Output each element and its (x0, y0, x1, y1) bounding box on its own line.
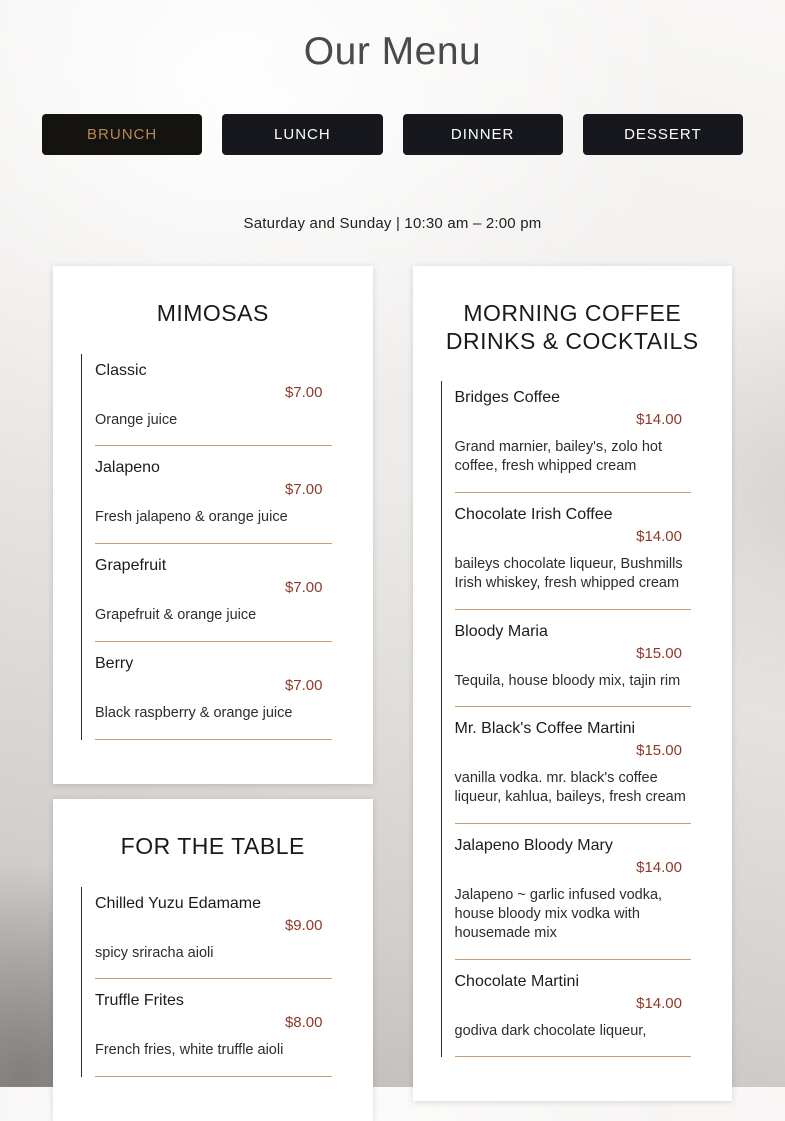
item-name: Bloody Maria (454, 622, 548, 640)
menu-item (455, 493, 692, 610)
item-name: Mr. Black's Coffee Martini (454, 720, 636, 738)
item-description: vanilla vodka. mr. black's coffee liqueur, kahlua, baileys, fresh cream (454, 770, 686, 806)
item-price: $9.00 (284, 916, 323, 934)
menu-columns (0, 266, 785, 1121)
menu-item (455, 381, 692, 493)
item-name: Truffle Frites (95, 992, 184, 1010)
menu-section-title: MIMOSAS (156, 300, 269, 326)
menu-item (95, 979, 332, 1077)
menu-card (53, 266, 373, 784)
item-name: Chilled Yuzu Edamame (95, 894, 262, 912)
item-price: $7.00 (284, 677, 323, 695)
menu-column (413, 266, 733, 1101)
menu-item-list (81, 887, 332, 1078)
item-description: Tequila, house bloody mix, tajin rim (454, 672, 681, 689)
menu-item-list (81, 354, 332, 740)
item-description: Fresh jalapeno & orange juice (95, 509, 288, 526)
item-price: $7.00 (284, 383, 323, 401)
item-price: $15.00 (636, 644, 682, 662)
menu-item (455, 960, 692, 1058)
menu-item (95, 887, 332, 980)
menu-tabs (0, 114, 785, 155)
item-description: Jalapeno ~ garlic infused vodka, house bloody mix vodka with housemade mix (454, 887, 663, 941)
item-description: Black raspberry & orange juice (95, 705, 293, 722)
item-name: Berry (95, 655, 134, 673)
tab-dessert[interactable]: DESSERT (583, 114, 743, 155)
item-price: $8.00 (284, 1014, 323, 1032)
tab-brunch[interactable]: BRUNCH (42, 114, 202, 155)
menu-item (455, 824, 692, 960)
item-description: French fries, white truffle aioli (95, 1042, 284, 1059)
item-description: godiva dark chocolate liqueur, (454, 1022, 647, 1039)
page-title: Our Menu (303, 30, 482, 73)
item-name: Chocolate Martini (454, 972, 579, 990)
item-price: $7.00 (284, 481, 323, 499)
item-price: $14.00 (636, 994, 682, 1012)
menu-item (95, 354, 332, 447)
menu-item (95, 446, 332, 544)
menu-card (413, 266, 733, 1101)
item-description: baileys chocolate liqueur, Bushmills Irish whiskey, fresh whipped cream (454, 555, 683, 591)
menu-item (455, 610, 692, 708)
item-name: Classic (95, 361, 147, 379)
menu-item (95, 642, 332, 740)
item-name: Grapefruit (95, 557, 167, 575)
menu-item-list (441, 381, 692, 1057)
menu-section-title: MORNING COFFEE DRINKS & COCKTAILS (445, 300, 699, 354)
item-description: Grand marnier, bailey's, zolo hot coffee, fresh whipped cream (454, 439, 662, 475)
menu-item (455, 707, 692, 824)
item-name: Jalapeno (95, 459, 160, 477)
item-price: $15.00 (636, 742, 682, 760)
item-price: $7.00 (284, 579, 323, 597)
schedule-text: Saturday and Sunday | 10:30 am – 2:00 pm (243, 215, 542, 232)
item-description: spicy sriracha aioli (95, 944, 214, 961)
menu-column (53, 266, 373, 1121)
menu-section-title: FOR THE TABLE (120, 832, 305, 859)
item-name: Chocolate Irish Coffee (454, 505, 613, 523)
item-name: Jalapeno Bloody Mary (454, 837, 613, 855)
item-price: $14.00 (636, 527, 682, 545)
menu-card (53, 799, 373, 1121)
menu-item (95, 544, 332, 642)
item-description: Orange juice (95, 411, 178, 428)
item-description: Grapefruit & orange juice (95, 607, 257, 624)
tab-lunch[interactable]: LUNCH (222, 114, 382, 155)
item-price: $14.00 (636, 411, 682, 429)
tab-dinner[interactable]: DINNER (403, 114, 563, 155)
item-name: Bridges Coffee (454, 389, 561, 407)
item-price: $14.00 (636, 859, 682, 877)
